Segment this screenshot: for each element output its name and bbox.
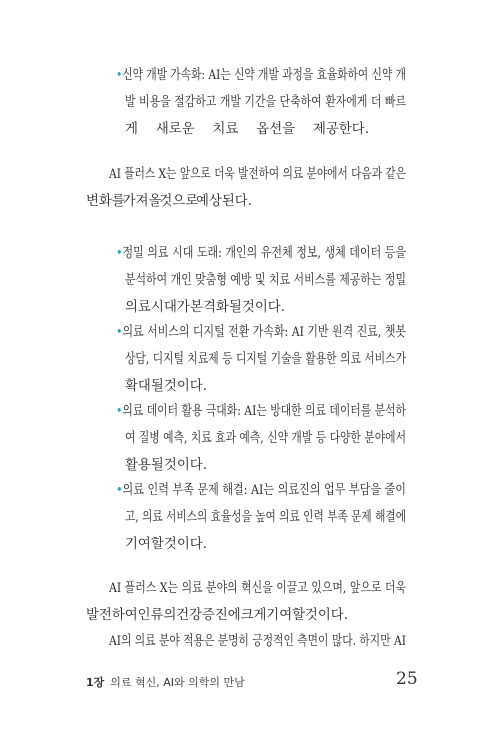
line-text: 게 새로운 치료 옵션을 제공한다. [125,122,369,137]
text-line [109,579,406,599]
bullet-line [116,323,406,343]
text-line [109,165,406,185]
bullet-marker: • [116,404,123,419]
bullet-marker: • [116,68,123,83]
line-text: 상담, 디지털 치료제 등 디지털 기술을 활용한 의료 서비스가 [125,352,406,367]
bullet-marker: • [116,483,123,498]
text-line [86,606,348,626]
text-line [125,429,406,449]
line-text: AI의 의료 분야 적용은 분명히 긍정적인 측면이 많다. 하지만 AI [109,634,406,649]
line-text: AI 플러스 X는 앞으로 더욱 발전하여 의료 분야에서 다음과 같은 [109,167,406,182]
line-text: 정밀 의료 시대 도래: 개인의 유전체 정보, 생체 데이터 등을 [122,246,407,261]
line-text: 확대될 것이다. [125,379,207,394]
line-text: 여 질병 예측, 치료 효과 예측, 신약 개발 등 다양한 분야에서 [125,431,406,446]
bullet-line [116,481,406,501]
line-text: 의료 데이터 활용 극대화: AI는 방대한 의료 데이터를 분석하 [122,404,406,419]
text-line [125,120,369,140]
bullet-line [116,402,406,422]
text-line [125,298,285,318]
bullet-line [116,66,406,86]
text-line [125,350,406,370]
running-footer [86,674,245,690]
line-text: 고, 의료 서비스의 효율성을 높여 의료 인력 부족 문제 해결에 [125,510,406,525]
chapter-label: 1장 [86,676,105,689]
line-text: 신약 개발 가속화: AI는 신약 개발 과정을 효율화하여 신약 개 [122,68,407,83]
text-line [125,271,406,291]
text-line [109,632,406,652]
text-line [125,535,207,555]
line-text: 활용될 것이다. [125,458,207,473]
line-text: 의료 시대가 본격화될 것이다. [125,300,285,315]
line-text: 발전하여 인류의 건강 증진에 크게 기여할 것이다. [86,608,348,623]
text-line [125,456,207,476]
text-line [125,508,406,528]
line-text: 발 비용을 절감하고 개발 기간을 단축하여 환자에게 더 빠르 [125,95,406,110]
line-text: 의료 서비스의 디지털 전환 가속화: AI 기반 원격 진료, 챗봇 [122,325,406,340]
bullet-marker: • [116,325,123,340]
page-number: 25 [396,669,418,689]
chapter-title: 의료 혁신, AI와 의학의 만남 [110,676,245,689]
line-text: 분석하여 개인 맞춤형 예방 및 치료 서비스를 제공하는 정밀 [125,273,406,288]
line-text: AI 플러스 X는 의료 분야의 혁신을 이끌고 있으며, 앞으로 더욱 [109,581,406,596]
line-text: 변화를 가져올 것으로 예상된다. [86,194,252,209]
line-text: 기여할 것이다. [125,537,207,552]
line-text: 의료 인력 부족 문제 해결: AI는 의료진의 업무 부담을 줄이 [122,483,406,498]
text-line [125,377,207,397]
text-line [86,192,252,212]
bullet-marker: • [116,246,123,261]
bullet-line [116,244,406,264]
text-line [125,93,406,113]
